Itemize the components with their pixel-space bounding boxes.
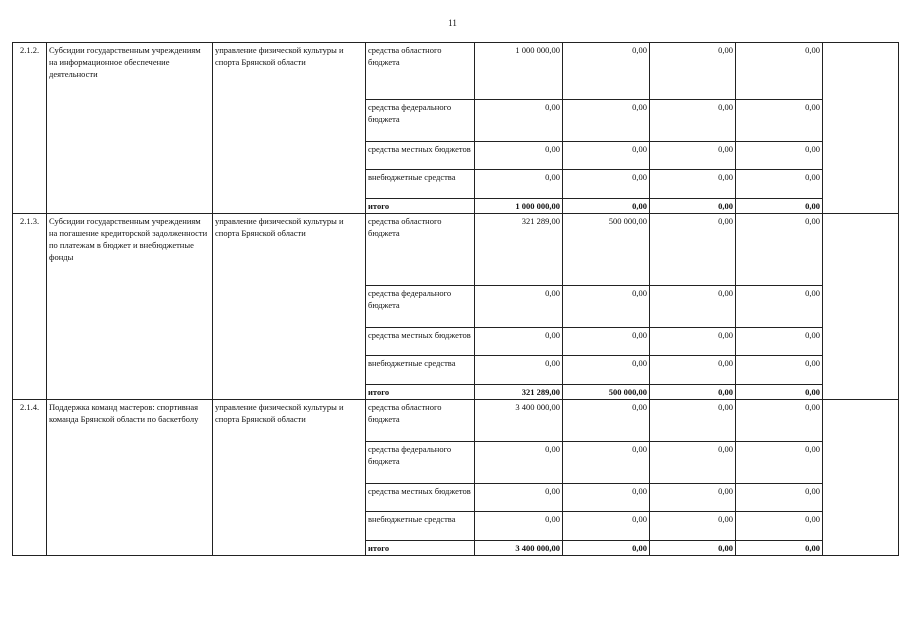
item-name: Субсидии государственным учреждениям на информационное обеспечение деятельности: [47, 43, 213, 214]
funding-source: средства федерального бюджета: [366, 100, 475, 142]
item-executor: управление физической культуры и спорта Брянской области: [213, 214, 366, 400]
amount-cell: 0,00: [650, 214, 736, 286]
amount-cell: 0,00: [650, 356, 736, 385]
funding-source: внебюджетные средства: [366, 170, 475, 199]
amount-cell: 1 000 000,00: [475, 43, 563, 100]
item-executor: управление физической культуры и спорта Брянской области: [213, 400, 366, 556]
amount-cell: 0,00: [650, 328, 736, 356]
item-name: Субсидии государственным учреждениям на погашение кредиторской задолженности по платежам в бюджет и внебюджетные фонды: [47, 214, 213, 400]
amount-cell: 0,00: [650, 512, 736, 541]
item-code: 2.1.3.: [13, 214, 47, 400]
amount-cell: 0,00: [563, 142, 650, 170]
amount-cell: 0,00: [650, 142, 736, 170]
amount-cell: 0,00: [650, 484, 736, 512]
item-name: Поддержка команд мастеров: спортивная команда Брянской области по баскетболу: [47, 400, 213, 556]
amount-cell: 0,00: [563, 43, 650, 100]
amount-cell: 0,00: [736, 356, 823, 385]
item-code: 2.1.4.: [13, 400, 47, 556]
amount-cell: 0,00: [475, 512, 563, 541]
amount-cell: 0,00: [736, 286, 823, 328]
table-row: [13, 214, 899, 286]
amount-cell: 0,00: [650, 286, 736, 328]
total-label: итого: [366, 385, 475, 400]
item-executor: управление физической культуры и спорта Брянской области: [213, 43, 366, 214]
total-amount: 1 000 000,00: [475, 199, 563, 214]
funding-source: средства местных бюджетов: [366, 142, 475, 170]
total-amount: 0,00: [650, 541, 736, 556]
amount-cell: 0,00: [563, 512, 650, 541]
amount-cell: 500 000,00: [563, 214, 650, 286]
amount-cell: 0,00: [736, 142, 823, 170]
amount-cell: 0,00: [563, 484, 650, 512]
empty-cell: [823, 400, 899, 556]
total-amount: 0,00: [650, 385, 736, 400]
amount-cell: 0,00: [736, 170, 823, 199]
amount-cell: 0,00: [563, 100, 650, 142]
total-label: итого: [366, 199, 475, 214]
amount-cell: 0,00: [563, 328, 650, 356]
funding-source: средства областного бюджета: [366, 43, 475, 100]
funding-source: средства местных бюджетов: [366, 328, 475, 356]
amount-cell: 0,00: [650, 170, 736, 199]
amount-cell: 0,00: [475, 142, 563, 170]
amount-cell: 0,00: [475, 100, 563, 142]
total-amount: 0,00: [563, 199, 650, 214]
amount-cell: 0,00: [736, 512, 823, 541]
amount-cell: 0,00: [563, 400, 650, 442]
total-amount: 3 400 000,00: [475, 541, 563, 556]
total-amount: 0,00: [650, 199, 736, 214]
empty-cell: [823, 214, 899, 400]
funding-source: средства местных бюджетов: [366, 484, 475, 512]
funding-source: средства областного бюджета: [366, 400, 475, 442]
funding-source: средства областного бюджета: [366, 214, 475, 286]
amount-cell: 0,00: [563, 286, 650, 328]
amount-cell: 0,00: [650, 400, 736, 442]
amount-cell: 0,00: [475, 442, 563, 484]
amount-cell: 0,00: [736, 328, 823, 356]
funding-source: внебюджетные средства: [366, 356, 475, 385]
amount-cell: 0,00: [736, 400, 823, 442]
amount-cell: 0,00: [475, 170, 563, 199]
total-amount: 0,00: [736, 541, 823, 556]
total-amount: 0,00: [563, 541, 650, 556]
total-amount: 321 289,00: [475, 385, 563, 400]
amount-cell: 0,00: [736, 484, 823, 512]
amount-cell: 3 400 000,00: [475, 400, 563, 442]
amount-cell: 0,00: [563, 356, 650, 385]
amount-cell: 0,00: [650, 442, 736, 484]
amount-cell: 0,00: [563, 442, 650, 484]
total-label: итого: [366, 541, 475, 556]
amount-cell: 0,00: [475, 286, 563, 328]
funding-source: средства федерального бюджета: [366, 286, 475, 328]
amount-cell: 0,00: [475, 484, 563, 512]
amount-cell: 0,00: [650, 100, 736, 142]
budget-table: [12, 42, 899, 556]
amount-cell: 0,00: [475, 328, 563, 356]
amount-cell: 0,00: [736, 43, 823, 100]
amount-cell: 0,00: [475, 356, 563, 385]
funding-source: средства федерального бюджета: [366, 442, 475, 484]
total-amount: 0,00: [736, 385, 823, 400]
total-amount: 0,00: [736, 199, 823, 214]
amount-cell: 0,00: [650, 43, 736, 100]
page-number: 11: [448, 18, 457, 28]
empty-cell: [823, 43, 899, 214]
amount-cell: 321 289,00: [475, 214, 563, 286]
table-row: [13, 400, 899, 442]
table-row: [13, 43, 899, 100]
amount-cell: 0,00: [736, 442, 823, 484]
total-amount: 500 000,00: [563, 385, 650, 400]
amount-cell: 0,00: [736, 214, 823, 286]
funding-source: внебюджетные средства: [366, 512, 475, 541]
amount-cell: 0,00: [563, 170, 650, 199]
item-code: 2.1.2.: [13, 43, 47, 214]
amount-cell: 0,00: [736, 100, 823, 142]
